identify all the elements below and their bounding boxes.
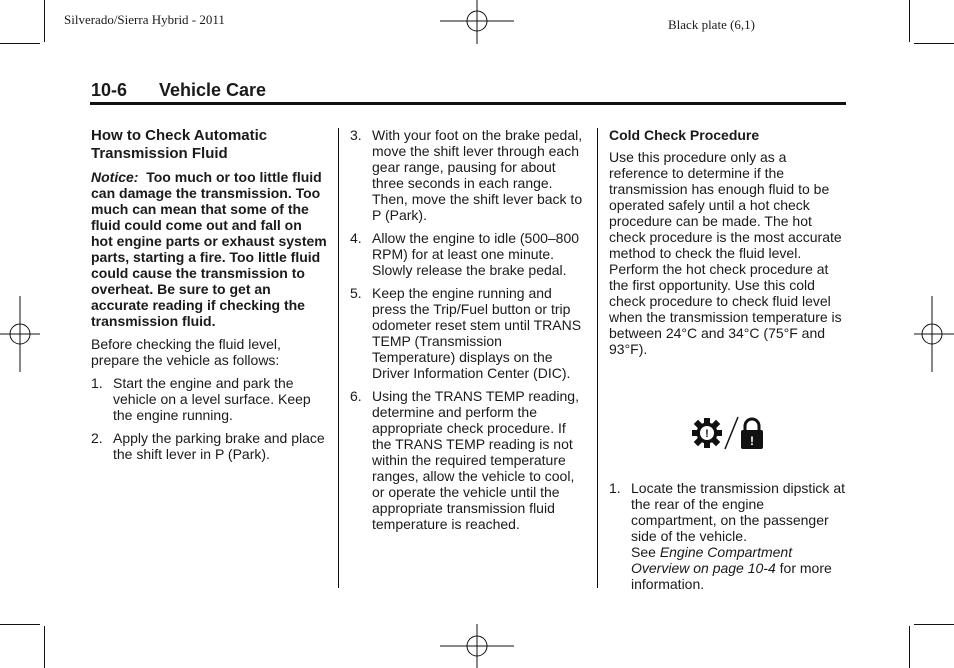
section-heading [91, 80, 266, 101]
list-item [350, 127, 586, 223]
step-number: 6. [350, 388, 362, 404]
crop-mark [0, 43, 40, 44]
list-item [91, 430, 327, 462]
crop-mark [914, 624, 954, 625]
step-tail: for more information. [631, 560, 832, 592]
list-item [609, 480, 845, 592]
column-2 [350, 127, 586, 539]
column-divider [338, 128, 339, 588]
plate-label: Black plate (6,1) [668, 17, 755, 32]
svg-text:!: ! [705, 428, 709, 440]
step-number: 4. [350, 230, 362, 246]
list-item [350, 285, 586, 381]
section-rule [90, 102, 846, 105]
step-number: 3. [350, 127, 362, 143]
step-number: 1. [609, 480, 621, 496]
step-text: With your foot on the brake pedal, move the shift lever through each gear range, pausing for about three seconds in each range. Then, move the shift lever back to P (Park). [372, 127, 583, 223]
section-number: 10-6 [91, 80, 128, 100]
registration-mark-top [440, 0, 514, 44]
step-list [350, 127, 586, 532]
step-text: Apply the parking brake and place the shift lever in P (Park). [113, 430, 325, 462]
crop-mark [0, 624, 40, 625]
registration-mark-left [0, 296, 40, 372]
notice-lead: Notice: [91, 169, 139, 185]
crop-mark [44, 626, 45, 668]
cross-reference-link[interactable]: Engine Compartment Overview on page 10-4 [631, 544, 793, 576]
crop-mark [909, 626, 910, 668]
crop-mark [44, 0, 45, 42]
section-title: Vehicle Care [159, 80, 267, 100]
notice [91, 169, 327, 329]
list-item [91, 375, 327, 423]
body-paragraph: Use this procedure only as a reference to determine if the transmission has enough fluid to be operated safely until a hot check procedure can be made. The hot check procedure is the most accurate method to check the fluid level. Perform the hot check procedure at the first opportunity. Use this cold check procedure to check fluid level when the transmission temperature is between 24°C and 34°C (75°F and 93°F). [609, 149, 842, 357]
step-list [609, 480, 845, 592]
step-list [91, 375, 327, 462]
step-text: Start the engine and park the vehicle on a level surface. Keep the engine running. [113, 375, 311, 423]
column-divider [597, 128, 598, 588]
subsection-heading: How to Check Automatic Transmission Fluid [91, 127, 268, 162]
list-item [350, 230, 586, 278]
list-item [350, 388, 586, 532]
registration-mark-right [914, 296, 954, 372]
step-number: 5. [350, 285, 362, 301]
step-text: Locate the transmission dipstick at the rear of the engine compartment, on the passenger side of the vehicle. [631, 480, 845, 544]
notice-text: Too much or too little fluid can damage the transmission. Too much can mean that some of the fluid could come out and fall on hot engine parts or exhaust system parts, starting a fire. Too little fluid could cause the transmission to overheat. Be sure to get an accurate reading if checking the transmission fluid. [91, 169, 327, 329]
svg-text:!: ! [750, 434, 754, 448]
see-label: See [631, 544, 656, 560]
step-text: Using the TRANS TEMP reading, determine and perform the appropriate check procedure. If the TRANS TEMP reading is not within the required temperature ranges, allow the vehicle to cool, or operate the vehicle until the appropriate transmission fluid temperature is reached. [372, 388, 579, 532]
gear-slash-lock-icon [691, 415, 765, 451]
step-number: 2. [91, 430, 103, 446]
step-text: Keep the engine running and press the Trip/Fuel button or trip odometer reset stem until TRANS TEMP (Transmission Temperature) displays on the Driver Information Center (DIC). [372, 285, 582, 381]
crop-mark [909, 0, 910, 42]
intro-paragraph: Before checking the fluid level, prepare the vehicle as follows: [91, 336, 281, 368]
column-3 [609, 127, 845, 599]
step-text: Allow the engine to idle (500–800 RPM) for at least one minute. Slowly release the brake pedal. [372, 230, 580, 278]
column-1 [91, 127, 327, 469]
registration-mark-bottom [440, 624, 514, 668]
doc-title: Silverado/Sierra Hybrid - 2011 [64, 12, 225, 27]
step-number: 1. [91, 375, 103, 391]
subsection-heading: Cold Check Procedure [609, 127, 760, 143]
crop-mark [914, 43, 954, 44]
